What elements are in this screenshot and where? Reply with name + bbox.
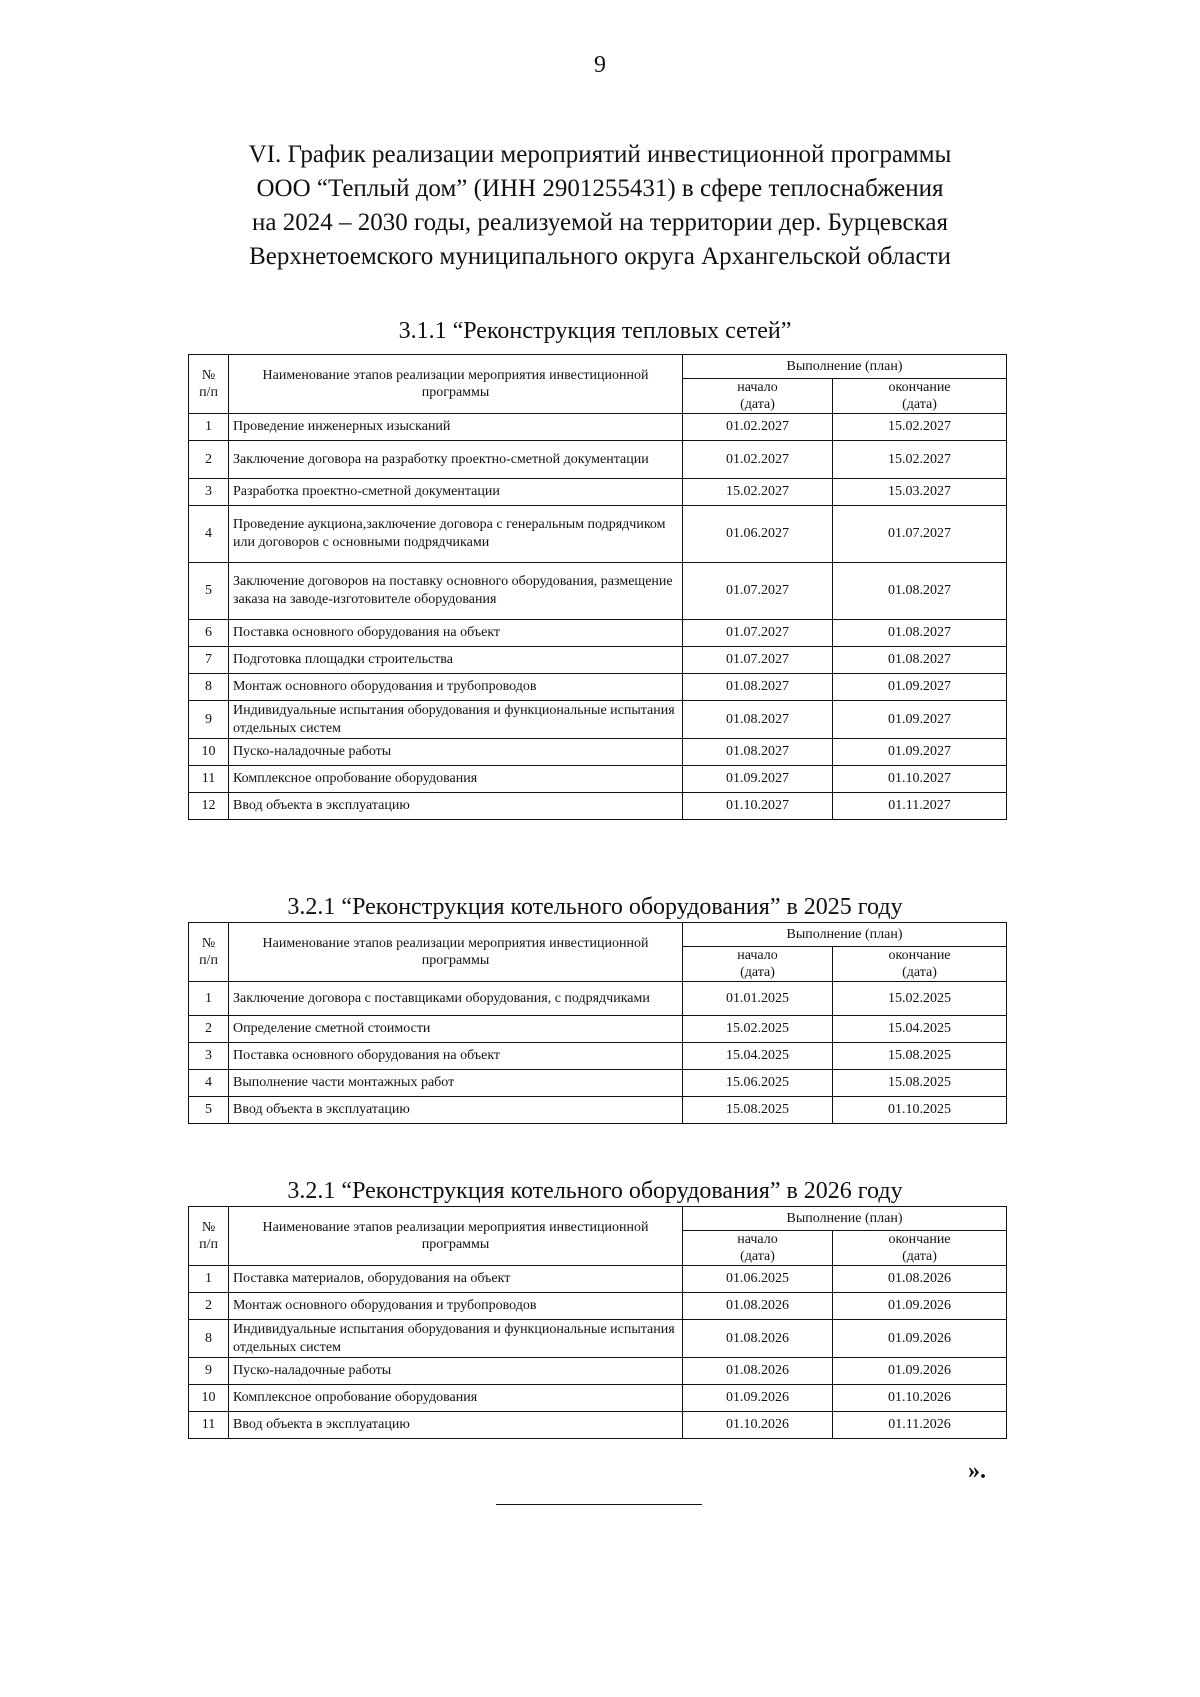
table-row xyxy=(189,674,1007,701)
start-date: 15.02.2027 xyxy=(683,479,833,506)
stage-name: Комплексное опробование оборудования xyxy=(229,1385,683,1412)
header-end-date xyxy=(833,947,1007,982)
row-number: 11 xyxy=(189,1412,229,1439)
stage-name: Поставка основного оборудования на объект xyxy=(229,1043,683,1070)
row-number: 2 xyxy=(189,1016,229,1043)
stage-name: Заключение договора с поставщиками оборудования, с подрядчиками xyxy=(229,982,683,1016)
end-date: 01.10.2026 xyxy=(833,1385,1007,1412)
header-number-abbr: п/п xyxy=(199,953,218,968)
stage-name: Заключение договоров на поставку основного оборудования, размещение заказа на заводе-изготовителе оборудования xyxy=(229,563,683,620)
start-date: 01.06.2025 xyxy=(683,1266,833,1293)
header-start-unit: (дата) xyxy=(740,1249,775,1264)
section-title-boiler-2025: 3.2.1 “Реконструкция котельного оборудования” в 2025 году xyxy=(287,894,903,920)
start-date: 01.08.2027 xyxy=(683,701,833,739)
header-end-label: окончание xyxy=(888,380,951,395)
header-execution-plan: Выполнение (план) xyxy=(683,355,1007,379)
end-date: 01.11.2026 xyxy=(833,1412,1007,1439)
end-divider xyxy=(496,1504,702,1505)
stage-name: Индивидуальные испытания оборудования и функциональные испытания отдельных систем xyxy=(229,701,683,739)
start-date: 01.08.2027 xyxy=(683,674,833,701)
header-stage-name: Наименование этапов реализации мероприятия инвестиционной программы xyxy=(229,355,683,414)
table-row xyxy=(189,1320,1007,1358)
header-number-abbr: п/п xyxy=(199,385,218,400)
start-date: 15.06.2025 xyxy=(683,1070,833,1097)
stage-name: Ввод объекта в эксплуатацию xyxy=(229,1097,683,1124)
row-number: 12 xyxy=(189,793,229,820)
table-header-row xyxy=(189,355,1007,379)
section-title-boiler-2026: 3.2.1 “Реконструкция котельного оборудования” в 2026 году xyxy=(287,1178,903,1204)
header-execution-plan: Выполнение (план) xyxy=(683,923,1007,947)
header-start-label: начало xyxy=(737,1232,778,1247)
header-number xyxy=(189,1207,229,1266)
table-row xyxy=(189,1385,1007,1412)
document-heading xyxy=(180,138,1020,274)
header-start-unit: (дата) xyxy=(740,397,775,412)
table-row xyxy=(189,982,1007,1016)
table-row xyxy=(189,647,1007,674)
table-row xyxy=(189,1358,1007,1385)
heading-line: ООО “Теплый дом” (ИНН 2901255431) в сфере теплоснабжения xyxy=(256,175,944,202)
header-start-label: начало xyxy=(737,380,778,395)
start-date: 01.08.2027 xyxy=(683,739,833,766)
header-end-label: окончание xyxy=(888,1232,951,1247)
stage-name: Комплексное опробование оборудования xyxy=(229,766,683,793)
stage-name: Поставка материалов, оборудования на объект xyxy=(229,1266,683,1293)
table-row xyxy=(189,479,1007,506)
start-date: 01.09.2027 xyxy=(683,766,833,793)
row-number: 2 xyxy=(189,441,229,479)
row-number: 4 xyxy=(189,1070,229,1097)
stage-name: Пуско-наладочные работы xyxy=(229,1358,683,1385)
heading-line: VI. График реализации мероприятий инвестиционной программы xyxy=(248,141,952,168)
table-header-row xyxy=(189,923,1007,947)
table-row xyxy=(189,1016,1007,1043)
table-row xyxy=(189,1412,1007,1439)
table-row xyxy=(189,1070,1007,1097)
stage-name: Проведение аукциона,заключение договора с генеральным подрядчиком или договоров с основными подрядчиками xyxy=(229,506,683,563)
row-number: 1 xyxy=(189,414,229,441)
header-start-unit: (дата) xyxy=(740,965,775,980)
end-date: 01.08.2027 xyxy=(833,620,1007,647)
row-number: 5 xyxy=(189,563,229,620)
end-date: 15.08.2025 xyxy=(833,1043,1007,1070)
stage-name: Поставка основного оборудования на объект xyxy=(229,620,683,647)
start-date: 01.07.2027 xyxy=(683,620,833,647)
end-date: 01.09.2026 xyxy=(833,1293,1007,1320)
end-date: 15.03.2027 xyxy=(833,479,1007,506)
end-date: 15.02.2025 xyxy=(833,982,1007,1016)
end-date: 01.08.2026 xyxy=(833,1266,1007,1293)
stage-name: Проведение инженерных изысканий xyxy=(229,414,683,441)
header-start-date xyxy=(683,947,833,982)
row-number: 10 xyxy=(189,1385,229,1412)
end-date: 01.10.2027 xyxy=(833,766,1007,793)
heading-line: Верхнетоемского муниципального округа Архангельской области xyxy=(249,243,951,270)
end-date: 15.08.2025 xyxy=(833,1070,1007,1097)
start-date: 15.08.2025 xyxy=(683,1097,833,1124)
table-row xyxy=(189,1097,1007,1124)
header-number-abbr: п/п xyxy=(199,1237,218,1252)
table-row xyxy=(189,1266,1007,1293)
start-date: 01.07.2027 xyxy=(683,647,833,674)
start-date: 01.01.2025 xyxy=(683,982,833,1016)
end-date: 01.09.2027 xyxy=(833,674,1007,701)
end-date: 15.04.2025 xyxy=(833,1016,1007,1043)
schedule-table-boiler-2026 xyxy=(188,1206,1007,1439)
header-start-date xyxy=(683,379,833,414)
row-number: 1 xyxy=(189,982,229,1016)
table-row xyxy=(189,506,1007,563)
header-end-date xyxy=(833,1231,1007,1266)
end-date: 01.08.2027 xyxy=(833,563,1007,620)
start-date: 01.02.2027 xyxy=(683,414,833,441)
row-number: 9 xyxy=(189,701,229,739)
stage-name: Определение сметной стоимости xyxy=(229,1016,683,1043)
table-row xyxy=(189,701,1007,739)
start-date: 01.02.2027 xyxy=(683,441,833,479)
stage-name: Ввод объекта в эксплуатацию xyxy=(229,793,683,820)
header-end-unit: (дата) xyxy=(902,1249,937,1264)
table-row xyxy=(189,739,1007,766)
header-stage-name: Наименование этапов реализации мероприятия инвестиционной программы xyxy=(229,1207,683,1266)
closing-quote-mark: ». xyxy=(968,1458,986,1484)
start-date: 01.10.2027 xyxy=(683,793,833,820)
start-date: 01.07.2027 xyxy=(683,563,833,620)
start-date: 01.10.2026 xyxy=(683,1412,833,1439)
start-date: 01.06.2027 xyxy=(683,506,833,563)
start-date: 15.02.2025 xyxy=(683,1016,833,1043)
header-number-symbol: № xyxy=(201,936,216,951)
header-number-symbol: № xyxy=(201,368,216,383)
table-row xyxy=(189,1293,1007,1320)
stage-name: Выполнение части монтажных работ xyxy=(229,1070,683,1097)
start-date: 01.08.2026 xyxy=(683,1320,833,1358)
header-execution-plan: Выполнение (план) xyxy=(683,1207,1007,1231)
stage-name: Индивидуальные испытания оборудования и функциональные испытания отдельных систем xyxy=(229,1320,683,1358)
stage-name: Заключение договора на разработку проектно-сметной документации xyxy=(229,441,683,479)
stage-name: Разработка проектно-сметной документации xyxy=(229,479,683,506)
end-date: 01.11.2027 xyxy=(833,793,1007,820)
end-date: 01.09.2027 xyxy=(833,701,1007,739)
schedule-table-boiler-2025 xyxy=(188,922,1007,1124)
end-date: 15.02.2027 xyxy=(833,441,1007,479)
row-number: 3 xyxy=(189,479,229,506)
header-end-label: окончание xyxy=(888,948,951,963)
start-date: 01.08.2026 xyxy=(683,1358,833,1385)
end-date: 01.08.2027 xyxy=(833,647,1007,674)
row-number: 4 xyxy=(189,506,229,563)
header-stage-name: Наименование этапов реализации мероприятия инвестиционной программы xyxy=(229,923,683,982)
start-date: 15.04.2025 xyxy=(683,1043,833,1070)
table-row xyxy=(189,563,1007,620)
end-date: 01.10.2025 xyxy=(833,1097,1007,1124)
row-number: 3 xyxy=(189,1043,229,1070)
row-number: 6 xyxy=(189,620,229,647)
header-end-unit: (дата) xyxy=(902,397,937,412)
header-number xyxy=(189,355,229,414)
header-start-label: начало xyxy=(737,948,778,963)
header-number xyxy=(189,923,229,982)
header-number-symbol: № xyxy=(201,1220,216,1235)
row-number: 1 xyxy=(189,1266,229,1293)
stage-name: Пуско-наладочные работы xyxy=(229,739,683,766)
header-end-unit: (дата) xyxy=(902,965,937,980)
end-date: 01.07.2027 xyxy=(833,506,1007,563)
table-row xyxy=(189,620,1007,647)
end-date: 15.02.2027 xyxy=(833,414,1007,441)
table-header-row xyxy=(189,1207,1007,1231)
start-date: 01.09.2026 xyxy=(683,1385,833,1412)
table-row xyxy=(189,414,1007,441)
page-number: 9 xyxy=(594,52,606,78)
stage-name: Монтаж основного оборудования и трубопроводов xyxy=(229,674,683,701)
section-title-heat-networks: 3.1.1 “Реконструкция тепловых сетей” xyxy=(398,318,792,344)
stage-name: Монтаж основного оборудования и трубопроводов xyxy=(229,1293,683,1320)
row-number: 9 xyxy=(189,1358,229,1385)
row-number: 8 xyxy=(189,674,229,701)
header-end-date xyxy=(833,379,1007,414)
row-number: 8 xyxy=(189,1320,229,1358)
table-row xyxy=(189,793,1007,820)
header-start-date xyxy=(683,1231,833,1266)
schedule-table-heat-networks xyxy=(188,354,1007,820)
start-date: 01.08.2026 xyxy=(683,1293,833,1320)
row-number: 2 xyxy=(189,1293,229,1320)
end-date: 01.09.2027 xyxy=(833,739,1007,766)
row-number: 10 xyxy=(189,739,229,766)
stage-name: Ввод объекта в эксплуатацию xyxy=(229,1412,683,1439)
heading-line: на 2024 – 2030 годы, реализуемой на территории дер. Бурцевская xyxy=(252,209,948,236)
row-number: 5 xyxy=(189,1097,229,1124)
row-number: 7 xyxy=(189,647,229,674)
row-number: 11 xyxy=(189,766,229,793)
table-row xyxy=(189,766,1007,793)
table-row xyxy=(189,1043,1007,1070)
table-row xyxy=(189,441,1007,479)
end-date: 01.09.2026 xyxy=(833,1358,1007,1385)
end-date: 01.09.2026 xyxy=(833,1320,1007,1358)
stage-name: Подготовка площадки строительства xyxy=(229,647,683,674)
